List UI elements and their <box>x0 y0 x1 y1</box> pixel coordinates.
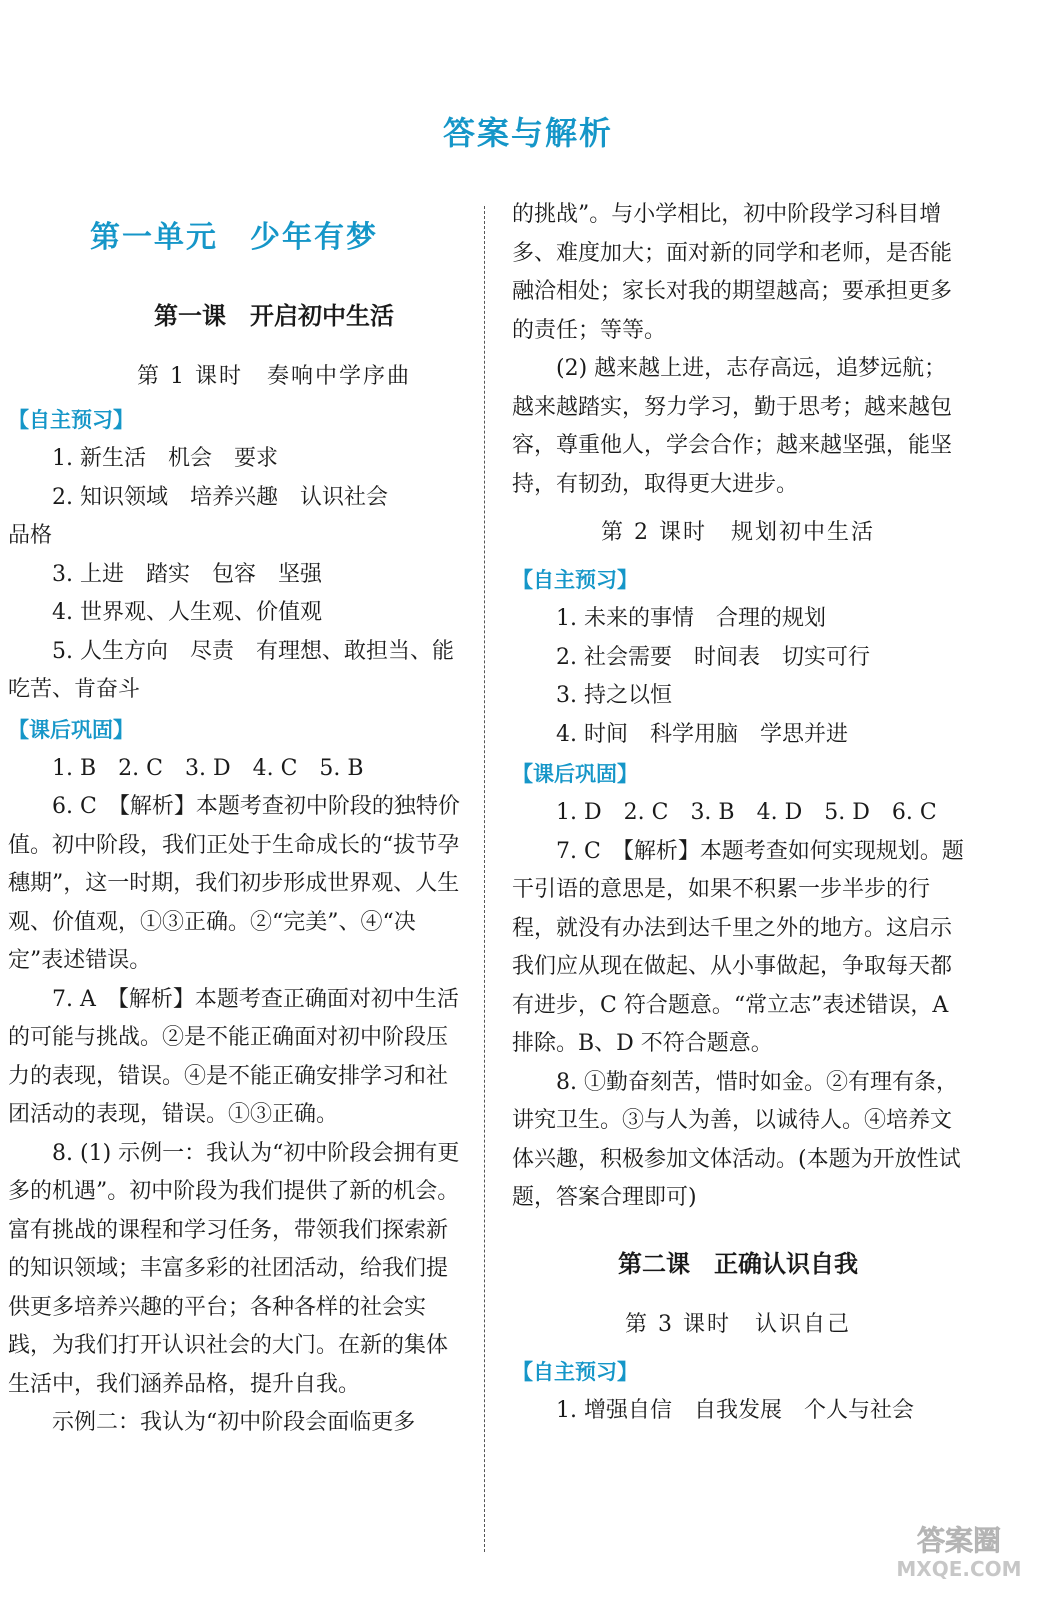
review-choices: 1. B 2. C 3. D 4. C 5. B <box>52 755 364 781</box>
preview-item: 4. 世界观、人生观、价值观 <box>52 600 322 625</box>
preview-item: 3. 上进 踏实 包容 坚强 <box>52 561 322 587</box>
answer-paragraph: 8. ①勤奋刻苦，惜时如金。②有理有条，讲究卫生。③与人为善，以诚待人。④培养文体兴趣，积极参加文体活动。(本题为开放性试题，答案合理即可) <box>512 1069 961 1210</box>
section-tag-preview: 【自主预习】 <box>512 1359 638 1384</box>
period-title: 第 2 课时 规划初中生活 <box>601 520 875 545</box>
answer-paragraph: 8. (1) 示例一：我认为“初中阶段会拥有更多的机遇”。初中阶段为我们提供了新的机会。富有挑战的课程和学习任务，带领我们探索新的知识领域；丰富多彩的社团活动，给我们提供更多培养兴趣的平台；各种各样的社会实践，为我们打开认识社会的大门。在新的集体生活中，我们涵养品格，提升自我。 <box>8 1140 460 1397</box>
section-tag-preview: 【自主预习】 <box>8 408 134 432</box>
preview-item: 1. 新生活 机会 要求 <box>52 446 278 471</box>
lesson-title: 第一课 开启初中生活 <box>154 302 394 330</box>
watermark-logo <box>884 1520 1034 1582</box>
section-tag-label: 课后巩固 <box>29 717 113 742</box>
watermark-url: MXQE.COM <box>896 1557 1022 1581</box>
page-title: 答案与解析 <box>442 114 613 152</box>
preview-item: 1. 增强自信 自我发展 个人与社会 <box>556 1397 914 1423</box>
preview-item: 2. 知识领域 培养兴趣 认识社会 <box>52 484 388 510</box>
answer-paragraph: 7. A 【解析】本题考查正确面对初中生活的可能与挑战。②是不能正确面对初中阶段压力的表现，错误。④是不能正确安排学习和社团活动的表现，错误。①③正确。 <box>8 986 459 1127</box>
section-tag-label: 课后巩固 <box>533 762 617 786</box>
answer-paragraph: (2) 越来越上进，志存高远，追梦远航；越来越踏实，努力学习，勤于思考；越来越包容，尊重他人，学会合作；越来越坚强，能坚持，有韧劲，取得更大进步。 <box>512 356 953 497</box>
answer-paragraph: 的挑战”。与小学相比，初中阶段学习科目增多、难度加大；面对新的同学和老师，是否能融洽相处；家长对我的期望越高；要承担更多的责任；等等。 <box>512 202 953 343</box>
column-divider <box>484 206 485 1552</box>
unit-title: 第一单元 少年有梦 <box>90 220 378 255</box>
preview-item: 4. 时间 科学用脑 学思并进 <box>556 721 848 747</box>
period-title: 第 1 课时 奏响中学序曲 <box>137 364 411 389</box>
lesson-title: 第二课 正确认识自我 <box>618 1249 858 1278</box>
section-tag-review: 【课后巩固】 <box>512 762 638 786</box>
left-column <box>8 216 460 1443</box>
answer-paragraph: 示例二：我认为“初中阶段会面临更多 <box>52 1410 416 1435</box>
preview-item: 2. 社会需要 时间表 切实可行 <box>556 644 870 670</box>
preview-item: 1. 未来的事情 合理的规划 <box>556 606 826 631</box>
section-tag-label: 自主预习 <box>29 408 113 432</box>
preview-item: 3. 持之以恒 <box>556 683 672 708</box>
answer-paragraph: 6. C 【解析】本题考查初中阶段的独特价值。初中阶段，我们正处于生命成长的“拔节孕穗期”，这一时期，我们初步形成世界观、人生观、价值观，①③正确。②“完美”、④“决定”表述错误。 <box>8 794 460 973</box>
section-tag-label: 自主预习 <box>533 568 617 592</box>
section-tag-preview: 【自主预习】 <box>512 568 638 592</box>
preview-item-cont: 品格 <box>8 523 53 548</box>
answer-paragraph: 7. C 【解析】本题考查如何实现规划。题干引语的意思是，如果不积累一步半步的行程，就没有办法到达千里之外的地方。这启示我们应从现在做起、从小事做起，争取每天都有进步，C 符合题意。“常立志”表述错误，A 排除。B、D 不符合题意。 <box>512 838 964 1056</box>
preview-item-cont: 吃苦、肯奋斗 <box>8 677 141 702</box>
watermark-text: 答案圈 <box>916 1524 1002 1557</box>
section-tag-label: 自主预习 <box>533 1359 617 1384</box>
section-tag-review: 【课后巩固】 <box>8 717 134 742</box>
review-choices: 1. D 2. C 3. B 4. D 5. D 6. C <box>556 800 937 825</box>
right-column <box>512 196 964 1430</box>
preview-item: 5. 人生方向 尽责 有理想、敢担当、能 <box>52 638 454 664</box>
period-title: 第 3 课时 认识自己 <box>625 1311 851 1337</box>
